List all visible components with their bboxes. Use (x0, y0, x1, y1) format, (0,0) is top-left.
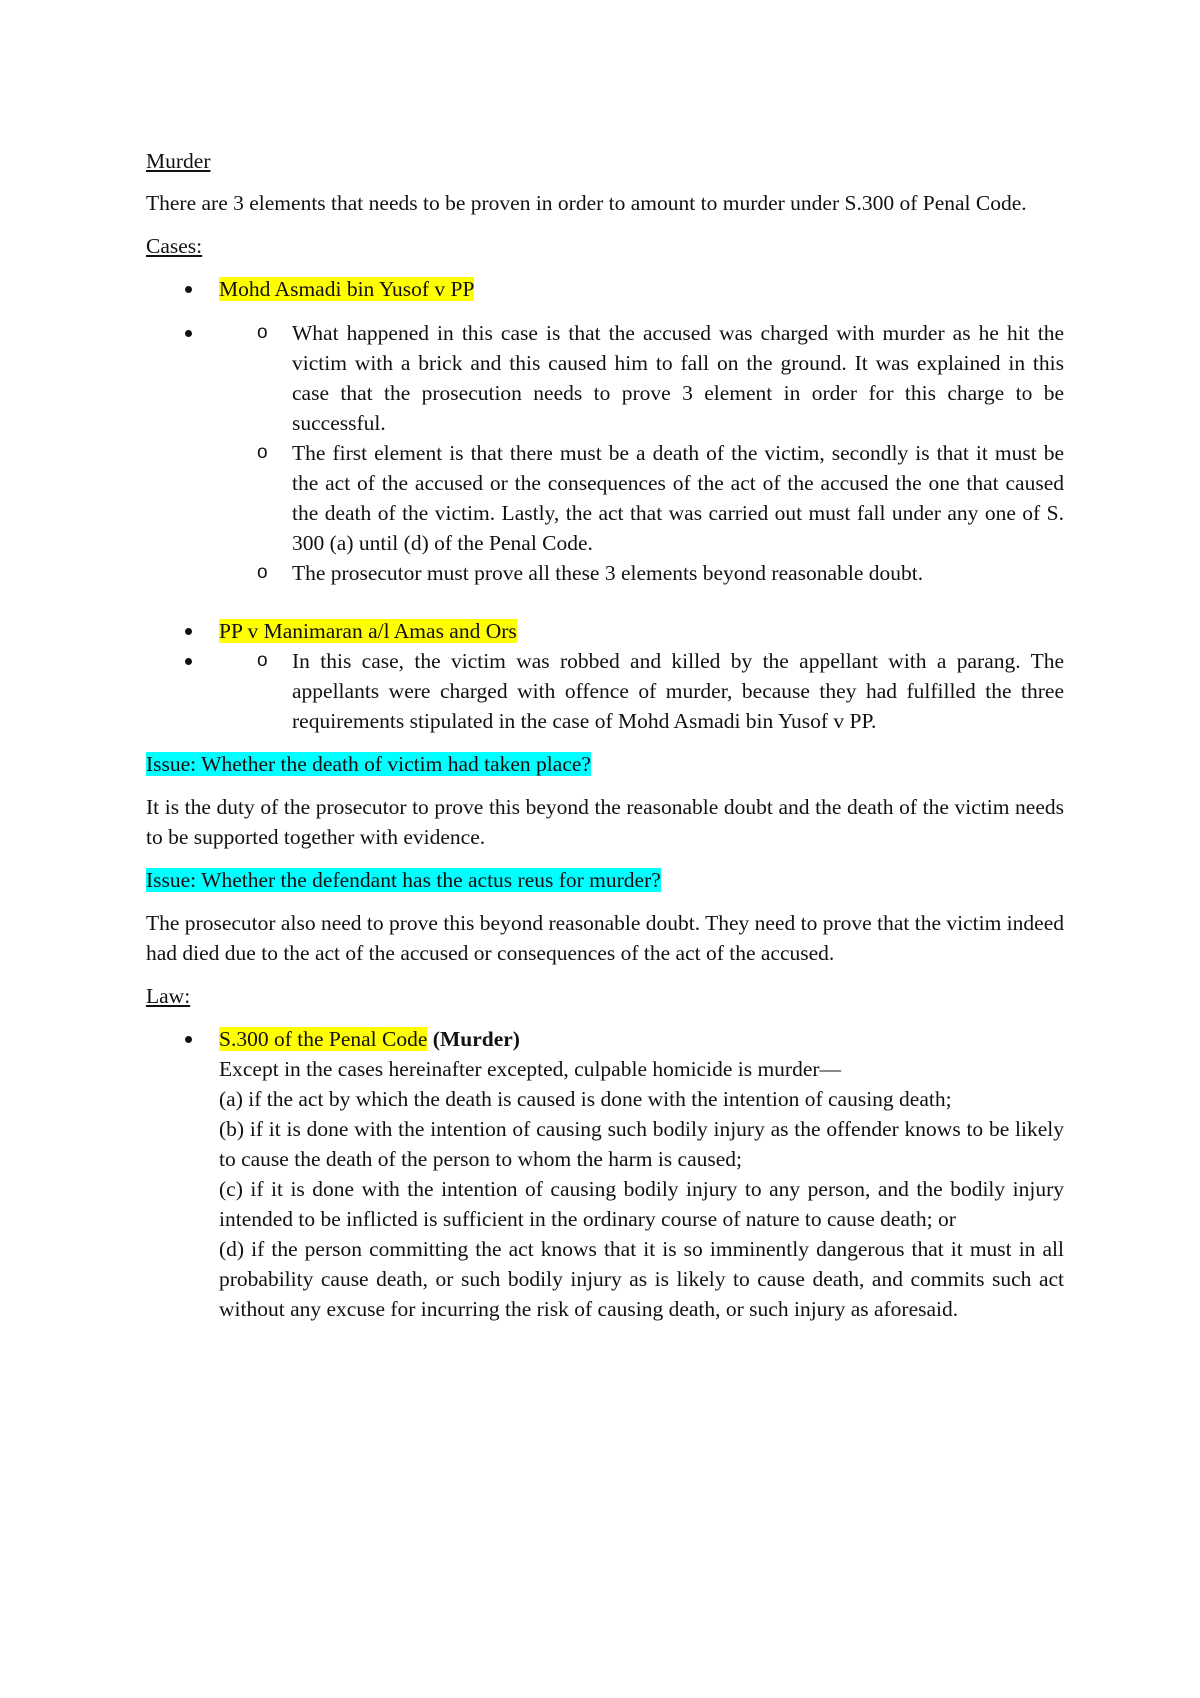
law-list (146, 1024, 1064, 1324)
case-point: o What happened in this case is that the accused was charged with murder as he hit the victim with a brick and this caused him to fall on the ground. It was explained in this case that the prosecution needs to prove 3 element in order for this charge to be successful. (219, 318, 1064, 438)
case-points-list (219, 646, 1064, 736)
law-section-title: (Murder) (432, 1027, 520, 1051)
law-heading: Law: (146, 984, 191, 1008)
law-clause-d: (d) if the person committing the act knows that it is so imminently dangerous that it must in all probability cause death, or such bodily injury as is likely to cause death, and commits such act without any excuse for incurring the risk of causing death, or such injury as aforesaid. (219, 1237, 1064, 1321)
case-point: o The first element is that there must be a death of the victim, secondly is that it must be the act of the accused or the consequences of the act of the accused the one that caused the death of the victim. Lastly, the act that was carried out must fall under any one of S. 300 (a) until (d) of the Penal Code. (219, 438, 1064, 558)
case-item (146, 616, 1064, 646)
issue-heading-actus-reus: Issue: Whether the defendant has the actus reus for murder? (146, 868, 661, 892)
case-subpoints (146, 646, 1064, 736)
doc-title: Murder (146, 149, 211, 173)
issue-heading-death: Issue: Whether the death of victim had taken place? (146, 752, 591, 776)
case-subpoints (146, 318, 1064, 588)
law-intro: Except in the cases hereinafter excepted, culpable homicide is murder— (219, 1057, 842, 1081)
law-section-line (219, 1024, 1064, 1054)
case-point: o The prosecutor must prove all these 3 elements beyond reasonable doubt. (219, 558, 1064, 588)
law-clause-c: (c) if it is done with the intention of causing bodily injury to any person, and the bodily injury intended to be inflicted is sufficient in the ordinary course of nature to cause death; or (219, 1177, 1064, 1231)
cases-heading: Cases: (146, 234, 203, 258)
case-points-list (219, 318, 1064, 588)
issue-death-text: It is the duty of the prosecutor to prove this beyond the reasonable doubt and the death of the victim needs to be supported together with evidence. (146, 795, 1064, 849)
issue-actus-reus-text: The prosecutor also need to prove this beyond reasonable doubt. They need to prove that the victim indeed had died due to the act of the accused or consequences of the act of the accused. (146, 911, 1064, 965)
law-clause-a: (a) if the act by which the death is caused is done with the intention of causing death; (219, 1087, 952, 1111)
document-body (146, 146, 1064, 1324)
case-item (146, 274, 1064, 304)
law-clause-b: (b) if it is done with the intention of causing such bodily injury as the offender knows to be likely to cause the death of the person to whom the harm is caused; (219, 1117, 1064, 1171)
law-section: S.300 of the Penal Code (219, 1027, 428, 1051)
law-item (146, 1024, 1064, 1324)
intro-paragraph: There are 3 elements that needs to be proven in order to amount to murder under S.300 of Penal Code. (146, 191, 1027, 215)
cases-list (146, 274, 1064, 736)
case-name: PP v Manimaran a/l Amas and Ors (219, 619, 517, 643)
case-point: o In this case, the victim was robbed and killed by the appellant with a parang. The appellants were charged with offence of murder, because they had fulfilled the three requirements stipulated in the case of Mohd Asmadi bin Yusof v PP. (219, 646, 1064, 736)
case-name: Mohd Asmadi bin Yusof v PP (219, 277, 475, 301)
